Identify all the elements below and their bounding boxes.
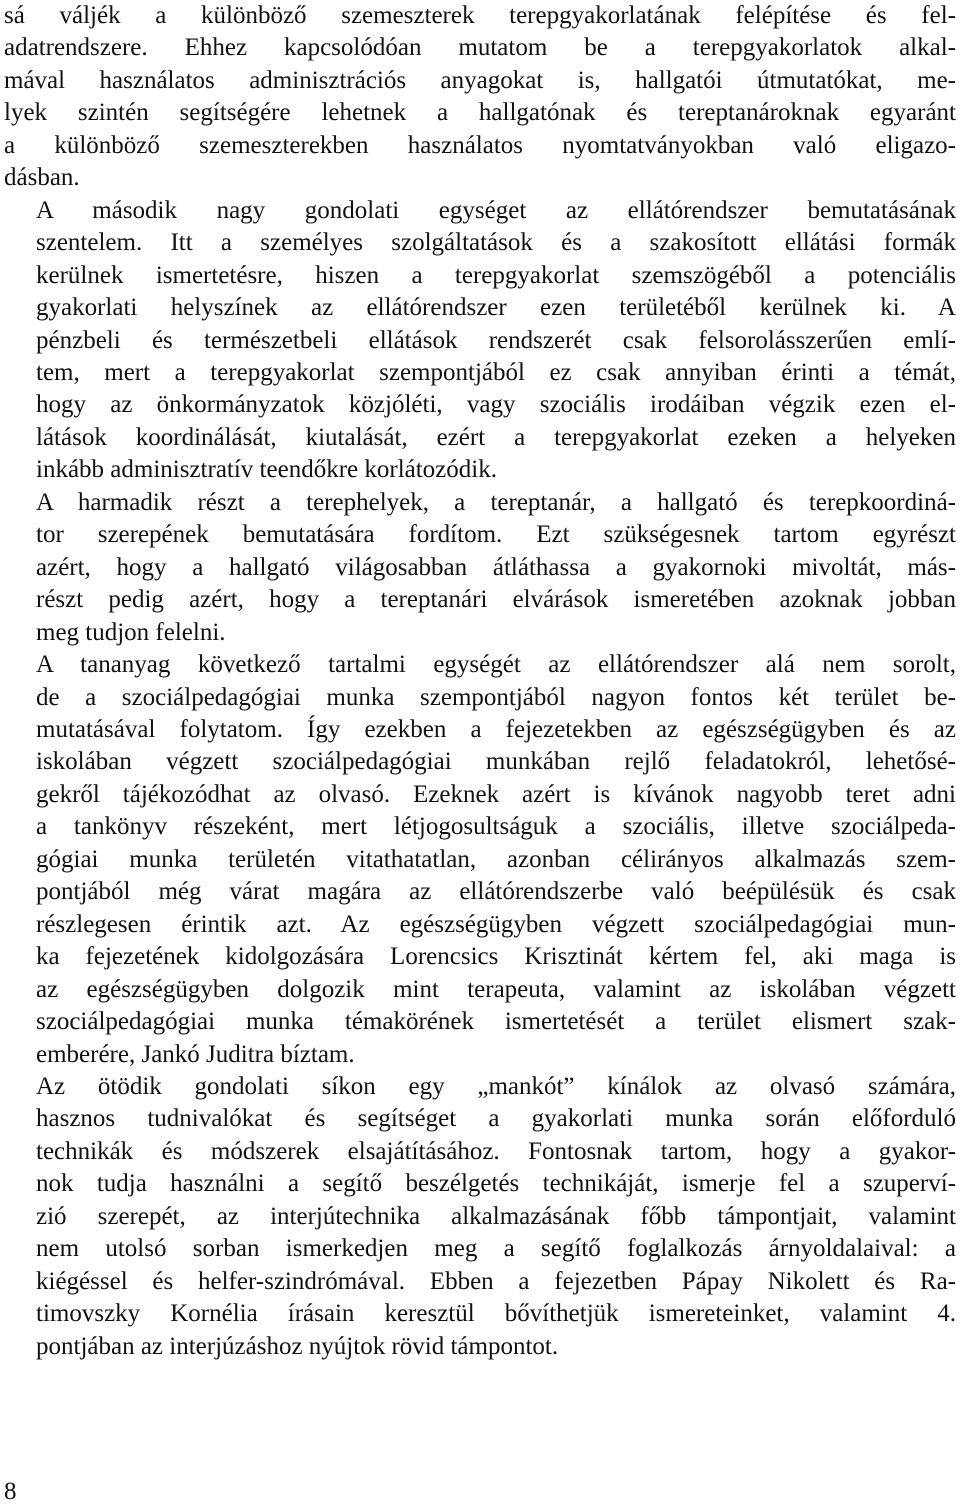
- text-line: az egészségügyben dolgozik mint terapeuta, valamint az iskolában végzett: [36, 975, 956, 1003]
- text-line: tor szerepének bemutatására fordítom. Ezt szükségesnek tartom egyrészt: [36, 521, 956, 549]
- text-line: Az ötödik gondolati síkon egy „mankót” kínálok az olvasó számára,: [36, 1072, 956, 1100]
- text-line: pénzbeli és természetbeli ellátások rendszerét csak felsorolásszerűen emlí-: [36, 326, 956, 354]
- text-line: lyek szintén segítségére lehetnek a hallgatónak és tereptanároknak egyaránt: [4, 99, 956, 127]
- text-line: hogy az önkormányzatok közjóléti, vagy szociális irodáiban végzik ezen el-: [36, 391, 956, 419]
- paragraph: [4, 487, 956, 649]
- text-line: részt pedig azért, hogy a tereptanári elvárások ismeretében azoknak jobban: [36, 586, 956, 614]
- paragraph: [4, 195, 956, 487]
- body-text: [4, 0, 956, 1363]
- text-line: gyakorlati helyszínek az ellátórendszer ezen területéből kerülnek ki. A: [36, 294, 956, 322]
- text-line: azért, hogy a hallgató világosabban átláthassa a gyakornoki mivoltát, más-: [36, 553, 956, 581]
- text-line: részlegesen érintik azt. Az egészségügyben végzett szociálpedagógiai mun-: [36, 910, 956, 938]
- text-line: zió szerepét, az interjútechnika alkalmazásának főbb támpontjait, valamint: [36, 1202, 956, 1230]
- text-line: technikák és módszerek elsajátításához. Fontosnak tartom, hogy a gyakor-: [36, 1137, 956, 1165]
- paragraph: [4, 1071, 956, 1363]
- text-line: de a szociálpedagógiai munka szempontjából nagyon fontos két terület be-: [36, 683, 956, 711]
- text-line: inkább adminisztratív teendőkre korlátozódik.: [36, 456, 497, 484]
- text-line: szociálpedagógiai munka témakörének ismertetését a terület elismert szak-: [36, 1008, 956, 1036]
- page-number: 8: [4, 1478, 17, 1505]
- text-line: látások koordinálását, kiutalását, ezért a terepgyakorlat ezeken a helyeken: [36, 423, 956, 451]
- paragraph: [4, 649, 956, 1071]
- text-line: A harmadik részt a terephelyek, a tereptanár, a hallgató és terepkoordiná-: [36, 488, 956, 516]
- text-line: meg tudjon felelni.: [36, 618, 226, 646]
- text-line: tem, mert a terepgyakorlat szempontjából ez csak annyiban érinti a témát,: [36, 358, 956, 386]
- text-line: szentelem. Itt a személyes szolgáltatások és a szakosított ellátási formák: [36, 229, 956, 257]
- text-line: a különböző szemeszterekben használatos nyomtatványokban való eligazo-: [4, 131, 956, 159]
- text-line: hasznos tudnivalókat és segítséget a gyakorlati munka során előforduló: [36, 1105, 956, 1133]
- document-page: [4, 0, 956, 1363]
- text-line: mutatásával folytatom. Így ezekben a fejezetekben az egészségügyben és az: [36, 715, 956, 743]
- text-line: ka fejezetének kidolgozására Lorencsics Krisztinát kértem fel, aki maga is: [36, 943, 956, 971]
- text-line: timovszky Kornélia írásain keresztül bővíthetjük ismereteinket, valamint 4.: [36, 1300, 956, 1328]
- text-line: gógiai munka területén vitathatatlan, azonban célirányos alkalmazás szem-: [36, 845, 956, 873]
- text-line: pontjában az interjúzáshoz nyújtok rövid támpontot.: [36, 1332, 559, 1360]
- text-line: sá váljék a különböző szemeszterek terepgyakorlatának felépítése és fel-: [4, 2, 956, 29]
- text-line: pontjából még várat magára az ellátórendszerbe való beépülésük és csak: [36, 878, 956, 906]
- paragraph: [4, 0, 956, 195]
- text-line: kiégéssel és helfer-szindrómával. Ebben a fejezetben Pápay Nikolett és Ra-: [36, 1267, 956, 1295]
- text-line: mával használatos adminisztrációs anyagokat is, hallgatói útmutatókat, me-: [4, 66, 956, 94]
- text-line: a tankönyv részeként, mert létjogosultságuk a szociális, illetve szociálpeda-: [36, 813, 956, 841]
- text-line: nok tudja használni a segítő beszélgetés technikáját, ismerje fel a szuperví-: [36, 1170, 956, 1198]
- text-line: A második nagy gondolati egységet az ellátórendszer bemutatásának: [36, 196, 956, 224]
- text-line: A tananyag következő tartalmi egységét az ellátórendszer alá nem sorolt,: [36, 651, 956, 679]
- text-line: gekről tájékozódhat az olvasó. Ezeknek azért is kívánok nagyobb teret adni: [36, 780, 956, 808]
- text-line: nem utolsó sorban ismerkedjen meg a segítő foglalkozás árnyoldalaival: a: [36, 1235, 956, 1263]
- text-line: adatrendszere. Ehhez kapcsolódóan mutatom be a terepgyakorlatok alkal-: [4, 34, 956, 62]
- text-line: emberére, Jankó Juditra bíztam.: [36, 1040, 355, 1068]
- text-line: iskolában végzett szociálpedagógiai munkában rejlő feladatokról, lehetősé-: [36, 748, 956, 776]
- text-line: kerülnek ismertetésre, hiszen a terepgyakorlat szemszögéből a potenciális: [36, 261, 956, 289]
- text-line: dásban.: [4, 164, 80, 192]
